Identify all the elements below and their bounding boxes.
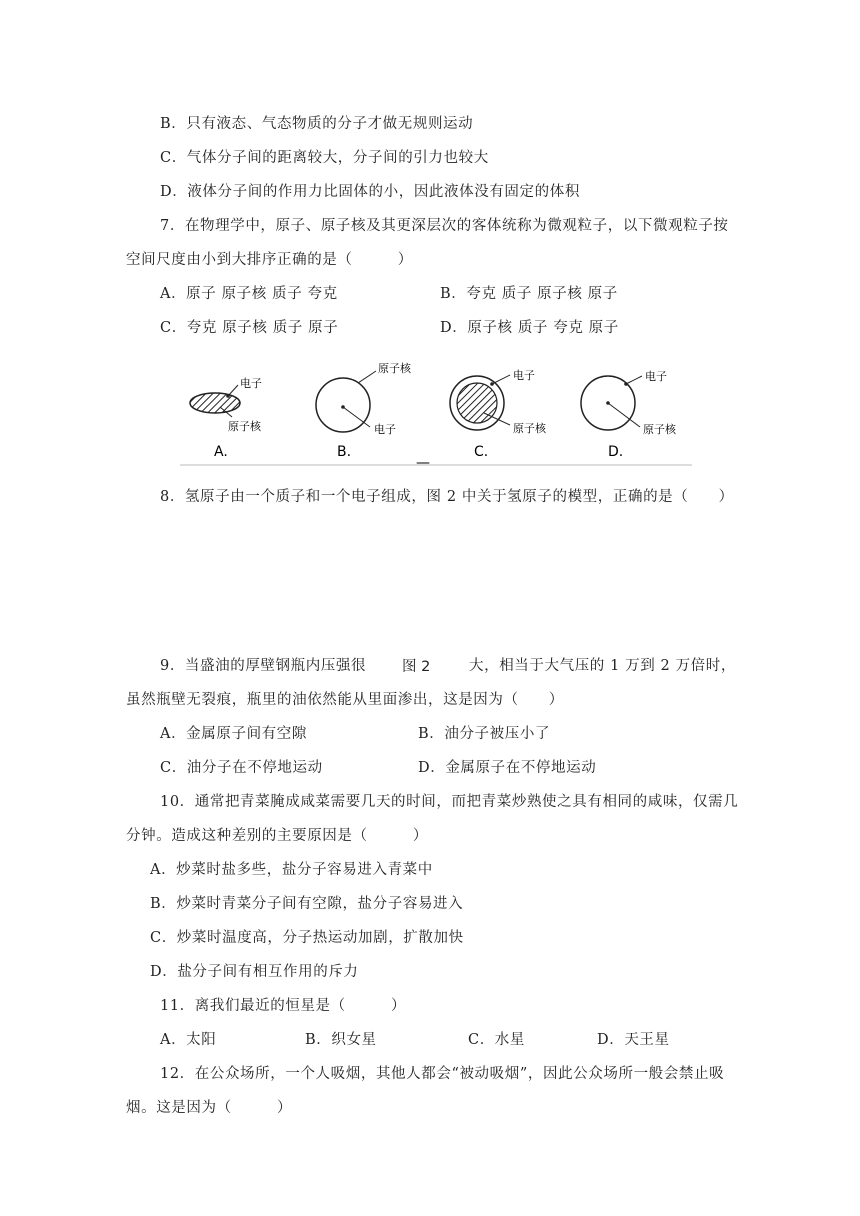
q6-option-b: B．只有液态、气态物质的分子才做无规则运动 — [160, 116, 474, 132]
model-d-label-bottom: 原子核 — [643, 423, 676, 436]
q9-option-b: B．油分子被压小了 — [418, 726, 551, 742]
q12-stem-line2: 烟。这是因为（ ） — [126, 1100, 293, 1116]
q9-stem-line2: 虽然瓶壁无裂痕，瓶里的油依然能从里面渗出，这是因为（ ） — [126, 692, 564, 708]
model-c-label-bottom: 原子核 — [513, 422, 546, 435]
q7-option-d: D．原子核 质子 夸克 原子 — [440, 320, 619, 336]
q10-option-c: C．炒菜时温度高，分子热运动加剧，扩散加快 — [150, 930, 464, 946]
model-b — [316, 361, 412, 460]
model-a — [190, 376, 262, 460]
model-a-nucleus-ellipse — [190, 393, 240, 413]
figure-2-caption: 图 2 — [402, 659, 431, 675]
q10-stem-line2: 分钟。造成这种差别的主要原因是（ ） — [126, 828, 428, 844]
model-a-label-top: 电子 — [240, 377, 262, 390]
q10-option-b: B．炒菜时青菜分子间有空隙，盐分子容易进入 — [150, 896, 464, 912]
q10-option-d: D．盐分子间有相互作用的斥力 — [150, 964, 359, 980]
q11-option-b: B．织女星 — [305, 1032, 377, 1048]
q9-option-d: D．金属原子在不停地运动 — [418, 760, 597, 776]
model-a-letter: A. — [214, 444, 228, 460]
q6-option-d: D．液体分子间的作用力比固体的小，因此液体没有固定的体积 — [160, 184, 580, 200]
model-d-letter: D. — [608, 444, 624, 460]
q7-option-c: C．夸克 原子核 质子 原子 — [160, 320, 339, 336]
q9-option-c: C．油分子在不停地运动 — [160, 760, 323, 776]
q12-stem-line1: 12．在公众场所，一个人吸烟，其他人都会“被动吸烟”，因此公众场所一般会禁止吸 — [160, 1066, 725, 1082]
q7-option-a: A．原子 原子核 质子 夸克 — [160, 286, 338, 302]
model-d — [581, 369, 677, 460]
model-b-label-bottom: 电子 — [374, 423, 396, 436]
model-a-label-bottom: 原子核 — [228, 420, 261, 433]
q9-stem-line1b: 大，相当于大气压的 1 万到 2 万倍时， — [469, 658, 736, 674]
q11-option-d: D．天王星 — [597, 1032, 670, 1048]
q11-option-c: C．水星 — [468, 1032, 525, 1048]
model-b-label-top: 原子核 — [378, 362, 411, 375]
q11-option-a: A．太阳 — [160, 1032, 217, 1048]
q9-stem-line1a: 9．当盛油的厚壁钢瓶内压强很 — [160, 658, 367, 674]
q8-stem-line1: 8．氢原子由一个质子和一个电子组成，图 2 中关于氢原子的模型，正确的是（ ） — [160, 489, 734, 505]
model-c-letter: C. — [474, 444, 489, 460]
figure-mark: — — [416, 455, 430, 467]
q7-stem-line2: 空间尺度由小到大排序正确的是（ ） — [126, 252, 413, 268]
q9-option-a: A．金属原子间有空隙 — [160, 726, 307, 742]
model-c-label-top: 电子 — [513, 369, 535, 382]
model-b-letter: B. — [337, 444, 352, 460]
q7-stem-line1: 7．在物理学中，原子、原子核及其更深层次的客体统称为微观粒子，以下微观粒子按 — [160, 218, 729, 234]
q10-option-a: A．炒菜时盐多些，盐分子容易进入青菜中 — [150, 862, 433, 878]
q6-option-c: C．气体分子间的距离较大，分子间的引力也较大 — [160, 150, 489, 166]
figure-2-atom-models — [180, 355, 692, 467]
q7-option-b: B．夸克 质子 原子核 原子 — [440, 286, 618, 302]
model-c — [450, 368, 547, 460]
figure-2-svg — [180, 355, 692, 467]
q10-stem-line1: 10．通常把青菜腌成咸菜需要几天的时间，而把青菜炒熟使之具有相同的咸味，仅需几 — [160, 794, 739, 810]
q11-stem-line1: 11．离我们最近的恒星是（ ） — [160, 998, 407, 1014]
model-d-label-top: 电子 — [645, 370, 667, 383]
